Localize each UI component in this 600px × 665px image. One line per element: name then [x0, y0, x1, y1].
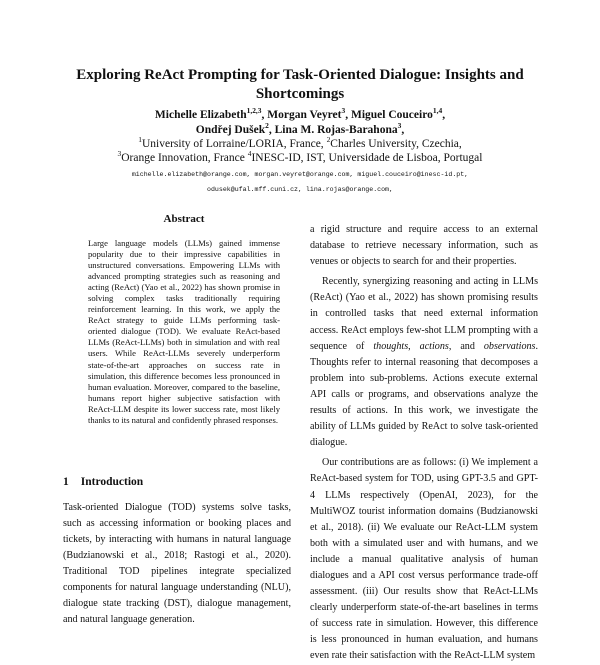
author-affil-sup: 2	[265, 121, 269, 131]
para-text: ,	[408, 340, 420, 352]
author-name: Miguel Couceiro	[350, 109, 433, 121]
author-affil-sup: 1,2,3	[246, 106, 262, 116]
author-sep: ,	[401, 124, 405, 136]
affil-sup: 1	[138, 135, 142, 145]
right-column-paragraph-3: Our contributions are as follows: (i) We implement a ReAct-based system for TOD, using GPT-3.5 and GPT-4 LLMs respectively (OpenAI, 2023), for the MultiWOZ tourist information domains (Budzianowski et al., 2018). (ii) We evaluate our ReAct-LLM system both with a simulated user and with humans, and we include a manual qualitative analysis of human dialogues and a API cost versus performance trade-off assessment. (iii) Our results show that ReAct-LLMs clearly underperform state-of-the-art baselines in terms of success rate in simulation. However, this difference is less pronounced in human evaluation, and humans even rate their satisfaction with the ReAct-LLM system	[310, 457, 538, 662]
author-name: Morgan Veyret	[267, 109, 342, 121]
affiliation-line-2	[60, 151, 540, 165]
author-line-1	[60, 108, 540, 123]
abstract-text: Large language models (LLMs) gained immense popularity due to their impressive capabilities in unstructured conversations. Empowering LLMs with advanced prompting strategies such as reasoning and acting (ReAct) (Yao et al., 2022) has shown promise in solving complex tasks traditionally requiring reinforcement learning. In this work, we apply the ReAct strategy to guide LLMs performing task-oriented dialogue (TOD). We evaluate ReAct-based LLMs (ReAct-LLMs) both in simulation and with real users. While ReAct-LLMs severely underperform state-of-the-art approaches on success rate in simulation, this difference becomes less pronounced in human evaluation. Moreover, compared to the baseline, humans report higher subjective satisfaction with ReAct-LLM despite its lower success rate, most likely thanks to its natural and confidently phrased responses.	[88, 238, 280, 425]
author-affil-sup: 1,4	[432, 106, 443, 116]
para-text: Recently, synergizing reasoning and acting in LLMs (ReAct) (Yao et al., 2022) has shown promising results in controlled tasks that need external information access. ReAct employs few-shot LLM prompting with a sequence of	[310, 276, 538, 352]
author-list	[60, 108, 540, 138]
para-text: , and	[448, 340, 484, 352]
affiliation-text: Orange Innovation, France	[121, 152, 248, 164]
term-observations: observations	[483, 340, 536, 352]
author-name: Michelle Elizabeth	[154, 109, 247, 121]
affiliation-line-1	[60, 137, 540, 151]
abstract-heading: Abstract	[163, 213, 205, 225]
author-name: Ondřej Dušek	[195, 124, 266, 136]
author-emails	[60, 167, 540, 197]
author-affil-sup: 3	[341, 106, 346, 116]
author-sep: ,	[442, 109, 446, 121]
affiliations	[60, 137, 540, 165]
intro-paragraph: Task-oriented Dialogue (TOD) systems solve tasks, such as accessing information or booking places and tickets, by interacting with humans in natural language (Budzianowski et al., 2018; Rastogi et al., 2020). Traditional TOD pipelines integrate specialized components for natural language understanding (NLU), dialogue state tracking (DST), dialogue management, and natural language generation.	[63, 502, 291, 625]
right-column-paragraph-2	[310, 274, 538, 451]
author-sep: ,	[261, 109, 268, 121]
right-column	[310, 222, 538, 665]
affiliation-text: Charles University, Czechia,	[330, 138, 462, 150]
author-name: Lina M. Rojas-Barahona	[274, 124, 398, 136]
author-line-2	[60, 123, 540, 138]
affiliation-text: INESC-ID, IST, Universidade de Lisboa, Portugal	[251, 152, 483, 164]
right-column-paragraph-1: a rigid structure and require access to an external database to retrieve necessary information, such as venues or objects to search for and their properties.	[310, 224, 538, 268]
section-title: Introduction	[80, 476, 144, 488]
author-affil-sup: 3	[397, 121, 402, 131]
term-actions: actions	[419, 340, 449, 352]
affiliation-text: University of Lorraine/LORIA, France,	[141, 138, 327, 150]
para-text: . Thoughts refer to internal reasoning that decomposes a problem into sub-problems. Actions execute external API calls or programs, and observations analyze the results of actions. In this work, we investigate the ability of LLMs guided by ReAct to solve task-oriented dialogue.	[310, 340, 538, 449]
paper-title: Exploring ReAct Prompting for Task-Oriented Dialogue: Insights and Shortcomings	[76, 67, 524, 102]
email-line[interactable]: michelle.elizabeth@orange.com, morgan.veyret@orange.com, miguel.couceiro@inesc-id.pt,	[131, 171, 469, 178]
affil-sup: 2	[326, 135, 331, 145]
section-number: 1	[63, 476, 69, 488]
author-sep: ,	[345, 109, 351, 121]
term-thoughts: thoughts	[373, 340, 409, 352]
affil-sup: 3	[117, 149, 122, 159]
affil-sup: 4	[247, 149, 252, 159]
author-sep: ,	[268, 124, 275, 136]
section-heading	[63, 476, 143, 488]
email-line[interactable]: odusek@ufal.mff.cuni.cz, lina.rojas@orange.com,	[207, 186, 393, 193]
